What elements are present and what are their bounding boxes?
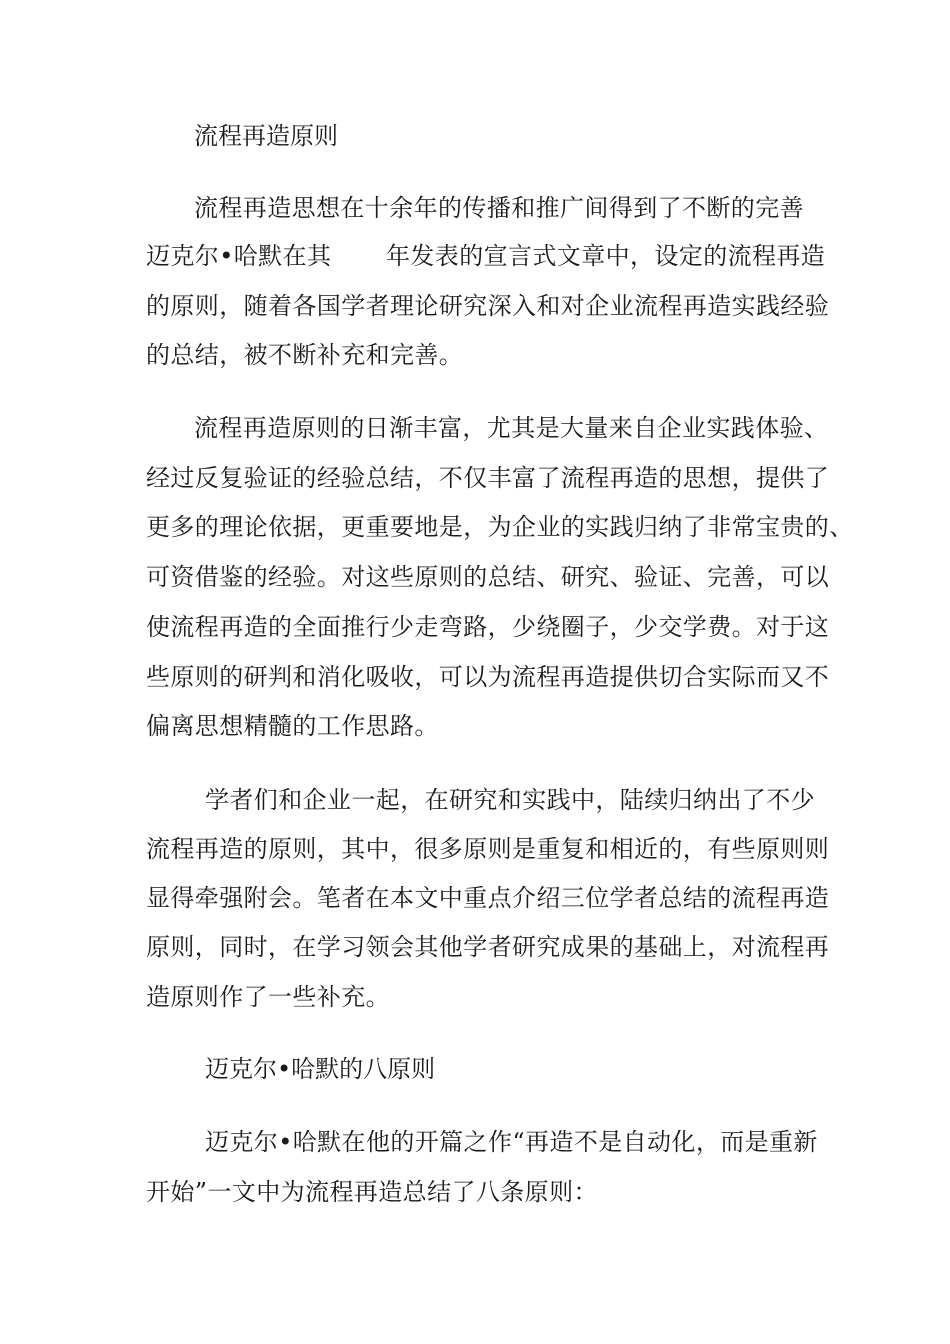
paragraph-line: 的原则，随着各国学者理论研究深入和对企业流程再造实践经验 xyxy=(146,292,830,320)
paragraph-line: 迈克尔•哈默在其 xyxy=(146,242,332,270)
section-heading: 流程再造原则 xyxy=(194,122,338,150)
section-heading: 迈克尔•哈默的八原则 xyxy=(205,1055,436,1083)
paragraph-line: 造原则作了一些补充。 xyxy=(146,983,390,1011)
paragraph-line: 开始”一文中为流程再造总结了八条原则： xyxy=(146,1178,598,1206)
paragraph-line: 更多的理论依据，更重要地是，为企业的实践归纳了非常宝贵的、 xyxy=(146,513,854,541)
paragraph-line: 显得牵强附会。笔者在本文中重点介绍三位学者总结的流程再造 xyxy=(146,884,830,912)
paragraph-line: 原则，同时，在学习领会其他学者研究成果的基础上，对流程再 xyxy=(146,933,830,961)
paragraph-line: 迈克尔•哈默在他的开篇之作“再造不是自动化，而是重新 xyxy=(205,1128,818,1156)
paragraph-line: 可资借鉴的经验。对这些原则的总结、研究、验证、完善，可以 xyxy=(146,563,830,591)
paragraph-line: 使流程再造的全面推行少走弯路，少绕圈子，少交学费。对于这 xyxy=(146,613,830,641)
paragraph-line: 些原则的研判和消化吸收，可以为流程再造提供切合实际而又不 xyxy=(146,663,830,691)
paragraph-line: 学者们和企业一起，在研究和实践中，陆续归纳出了不少 xyxy=(205,786,815,814)
paragraph-line: 流程再造的原则，其中，很多原则是重复和相近的，有些原则则 xyxy=(146,835,830,863)
paragraph-line: 流程再造原则的日渐丰富，尤其是大量来自企业实践体验、 xyxy=(194,414,829,442)
paragraph-line: 的总结，被不断补充和完善。 xyxy=(146,341,464,369)
paragraph-line: 偏离思想精髓的工作思路。 xyxy=(146,712,439,740)
paragraph-line: 年发表的宣言式文章中，设定的流程再造 xyxy=(386,242,826,270)
paragraph-line: 经过反复验证的经验总结，不仅丰富了流程再造的思想，提供了 xyxy=(146,464,830,492)
paragraph-line: 流程再造思想在十余年的传播和推广间得到了不断的完善 xyxy=(194,194,804,222)
